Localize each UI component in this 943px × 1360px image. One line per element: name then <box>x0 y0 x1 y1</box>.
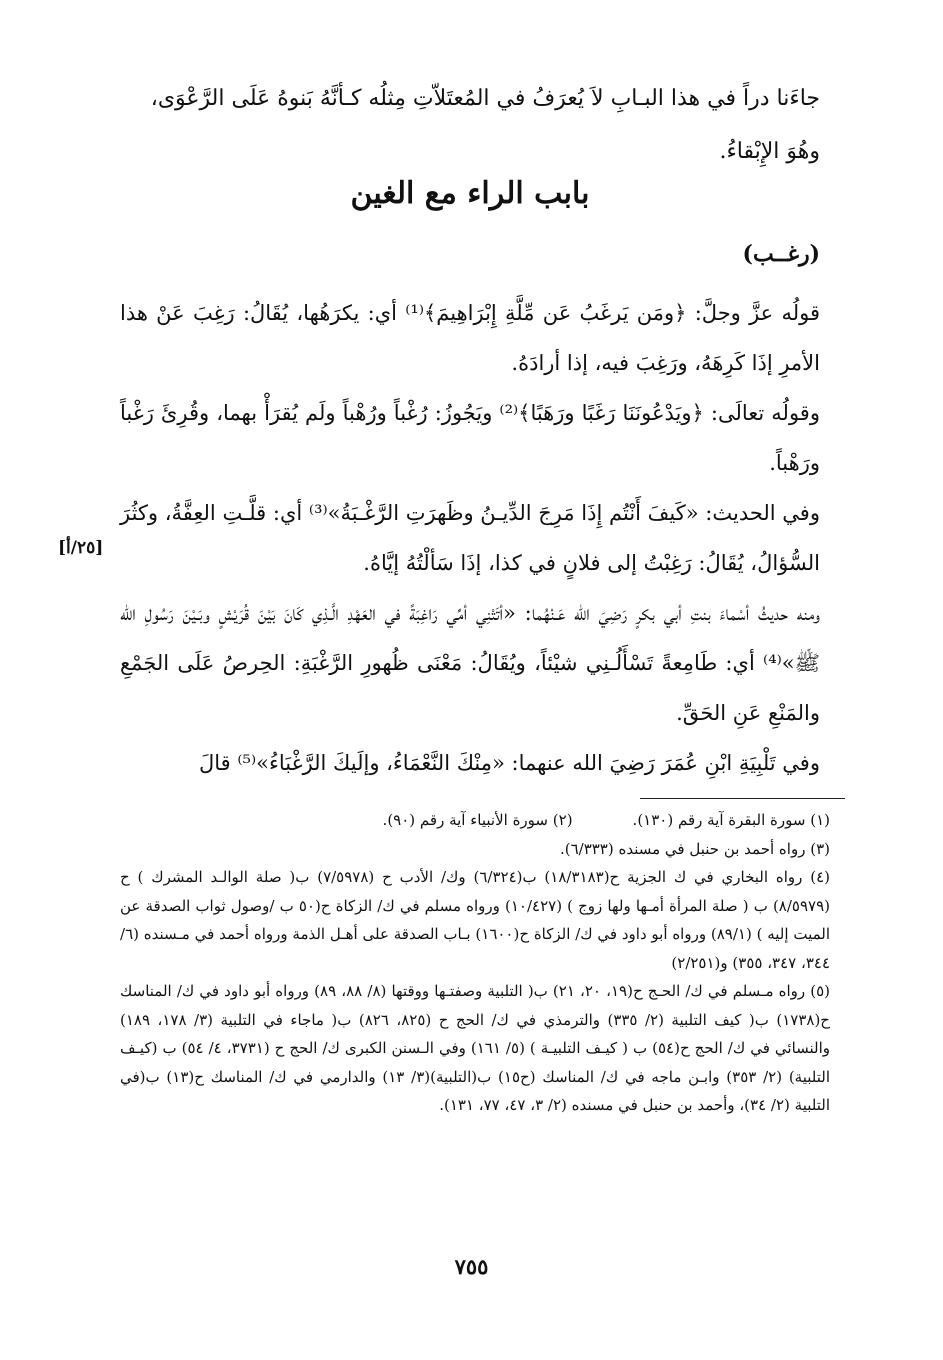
paragraph-5: وفي تَلْبِيَةِ ابْنِ عُمَرَ رَضِيَ الله عنهما: «مِنْكَ النَّعْمَاءُ، وإلَيكَ الرَّغْبَاءُ»⁽⁵⁾ قالَ <box>199 751 820 775</box>
main-text <box>120 288 820 788</box>
entry-root-word: (رغــب) <box>742 241 820 267</box>
chapter-heading: بابب الراء مع الغين <box>350 176 590 211</box>
footnote-5: (٥) رواه مـسلم في ك/ الحـج ح(١٩، ٢٠، ٢١) ب( التلبية وصفتـها ووقتها (٨/ ٨٨، ٨٩) ورواه أبو داود في ك/ المناسك ح(١٧٣٨) ب( كيف التلبية (٢/ ٣٣٥) والترمذي في ك/ الحج ح (٨٢٥، ٨٢٦) ب( ماجاء في التلبية (٣/ ١٧٨، ١٨٩) والنسائي في ك/ الحج ح(٥٤) ب ( كيـف التلبيـة ) (٥/ ١٦١) وفي الـسنن الكبرى ك/ الحج ح (٣٧٣١، ٤/ ٥٤) ب (كيـف التلبية) (٢/ ٣٥٣) وابـن ماجه في ك/ المناسك (ح١٥) ب(التلبية)(٣/ ١٣) والدارمي في ك/ المناسك ح(١٣) ب(في التلبية (٢/ ٣٤)، وأحمد بن حنبل في مسنده (٢/ ٣، ٤٧، ٧٧، ١٣١). <box>120 982 831 1114</box>
footnote-4: (٤) رواه البخاري في ك الجزية ح(١٨/٣١٨٣) ب(٦/٣٢٤) وك/ الأدب ح (٧/٥٩٧٨) ب( صلة الوالـد المشرك ) ح (٨/٥٩٧٩) ب ( صلة المرأة أمـها ولها زوج ) (١٠/٤٢٧) ورواه مسلم في ك/ الزكاة ح(٥٠ ب /وصول ثواب الصدقة عن الميت إليه ) (٨٩/١) ورواه أبو داود في ك/ الزكاة ح(١٦٠٠) بـاب الصدقة على أهـل الذمة ورواه أحمد في مـسنده (٦/ ٣٤٤، ٣٤٧، ٣٥٥) و(٢/٢٥١) <box>120 868 831 972</box>
intro-line-1: جاءَنا دراً في هذا البـابِ لاَ يُعرَفُ في المُعتَلاّتِ مِثلُه كـأنَّهُ بَنوهُ عَلَى الرَّعْوَى، <box>150 86 820 111</box>
manuscript-folio-ref: [٢٥/أ] <box>58 538 104 558</box>
paragraph-3: وفي الحديث: «كَيفَ أَنْتُم إِذَا مَرِجَ الدِّيـنُ وظَهرَتِ الرَّغْـبَةُ»⁽³⁾ أي: قلَّـتِ العِفَّةُ، وكثُرَ السُّؤالُ، يُقَالُ: رَغِبْتُ إلى فلانٍ في كذا، إذَا سَألْتُهُ إيَّاهُ. <box>120 501 820 575</box>
intro-text <box>120 72 820 178</box>
paragraph-1: قولُه عزَّ وجلَّ: ﴿ومَن يَرغَبُ عَن مِّلَّةِ إِبْرَاهِيمَ﴾⁽¹⁾ أي: يكرَهُها، يُقَالُ: رَغِبَ عَنْ هذا الأمرِ إذَا كَرِهَهُ، ورَغِبَ فيه، إذا أرادَهُ. <box>120 301 820 375</box>
footnote-3: (٣) رواه أحمد بن حنبل في مسنده (٦/٣٣٣). <box>559 839 830 858</box>
footnote-1: (١) سورة البقرة آية رقم (١٣٠). <box>632 811 830 829</box>
footnotes <box>120 806 830 1120</box>
paragraph-4: ومنه حديثُ أسْماءَ بنتِ أبي بكرٍ رَضِيَ الله عَـنْهُما: «أتَتْنِي أمِّي رَاغِبَةً في العَهْدِ الَّـذِي كَانَ بَيْنَ قُرَيْشٍ وبَـيْنَ رَسُولِ الله ﷺ»⁽⁴⁾ أي: طَامِعةً تَسْأَلُـنِي شيْئاً، ويُقَالُ: مَعْنَى ظُهورِ الرَّغْبَةِ: الحِرصُ عَلَى الجَمْعِ والمَنْعِ عَنِ الحَقِّ. <box>120 601 820 725</box>
footnote-divider <box>640 798 845 799</box>
page-number: ٧٥٥ <box>454 1254 489 1279</box>
footnote-row-1-2 <box>120 806 830 835</box>
intro-line-2: وهُوَ الإِبْقاءُ. <box>719 139 820 164</box>
paragraph-2: وقولُه تعالَى: ﴿ويَدْعُونَنَا رَغَبًا ورَهَبًا﴾⁽²⁾ ويَجُوزُ: رُغْباً ورُهْباً ولَم يُقرَأْ بهما، وقُرِئَ رَغْباً ورَهْباً. <box>120 401 820 475</box>
footnote-2: (٢) سورة الأنبياء آية رقم (٩٠). <box>382 811 573 829</box>
